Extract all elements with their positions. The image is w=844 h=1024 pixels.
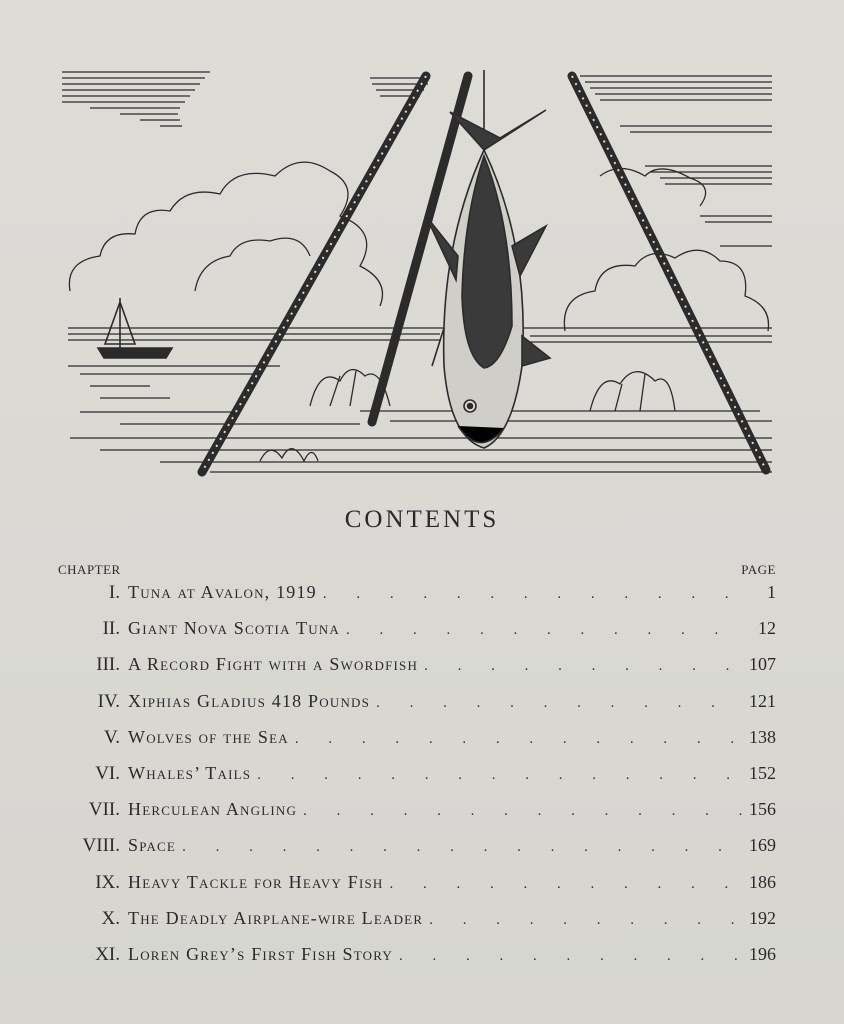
- page-number: 121: [749, 690, 776, 711]
- toc-entry[interactable]: [40, 908, 776, 944]
- page-number: 192: [749, 907, 776, 928]
- chapter-title: Loren Grey’s First Fish Story: [128, 943, 393, 964]
- toc-entry[interactable]: [40, 835, 776, 871]
- chapter-number: VI.: [95, 762, 120, 784]
- chapter-number: XI.: [95, 943, 120, 965]
- page-number: 186: [749, 871, 776, 892]
- dot-leader: [429, 912, 744, 929]
- page-number: 1: [767, 582, 776, 602]
- page-column-label: PAGE: [741, 562, 776, 577]
- table-of-contents: [40, 582, 776, 980]
- dot-leader: [295, 731, 744, 748]
- horizon: [68, 328, 772, 374]
- page-number: 156: [749, 799, 776, 820]
- dot-leader: [376, 695, 744, 712]
- page-number: 152: [749, 762, 776, 783]
- dot-leader: [323, 586, 744, 603]
- toc-entry[interactable]: [40, 727, 776, 763]
- dot-leader: [424, 658, 744, 675]
- dot-leader: [390, 876, 744, 893]
- toc-entry[interactable]: [40, 872, 776, 908]
- contents-heading: CONTENTS: [344, 506, 500, 533]
- page-number: 196: [749, 943, 776, 964]
- page-number: 169: [749, 835, 776, 856]
- chapter-title: Tuna at Avalon, 1919: [128, 582, 317, 602]
- chapter-number: VIII.: [82, 835, 120, 857]
- chapter-title: Whales’ Tails: [128, 762, 252, 783]
- sky-hatching-left: [62, 72, 210, 126]
- toc-entry[interactable]: [40, 618, 776, 654]
- toc-entry[interactable]: [40, 763, 776, 799]
- chapter-title: A Record Fight with a Swordfish: [128, 654, 419, 675]
- chapter-number: VII.: [88, 799, 120, 821]
- page-number: 12: [758, 618, 776, 639]
- toc-entry[interactable]: [40, 654, 776, 690]
- page-number: 138: [749, 726, 776, 747]
- dot-leader: [399, 948, 744, 965]
- chapter-title: Herculean Angling: [128, 799, 298, 820]
- chapter-number: III.: [96, 654, 120, 676]
- chapter-title: Xiphias Gladius 418 Pounds: [128, 690, 371, 711]
- chapter-number: I.: [108, 582, 120, 603]
- chapter-number: V.: [103, 726, 120, 748]
- toc-entry[interactable]: [40, 944, 776, 980]
- chapter-title: Heavy Tackle for Heavy Fish: [128, 871, 384, 892]
- chapter-title: Wolves of the Sea: [128, 726, 289, 747]
- chapter-title: Space: [128, 835, 177, 856]
- tuna-fish: [426, 70, 550, 448]
- bush-right: [590, 372, 675, 411]
- dot-leader: [182, 839, 744, 856]
- page-number: 107: [749, 654, 776, 675]
- tuna-on-tripod-illustration: [60, 66, 776, 486]
- toc-entry[interactable]: [40, 799, 776, 835]
- chapter-number: II.: [102, 618, 120, 640]
- chapter-number: X.: [101, 907, 120, 929]
- chapter-title: The Deadly Airplane-wire Leader: [128, 907, 424, 928]
- chapter-number: IV.: [97, 690, 120, 712]
- water-lines: [70, 386, 772, 472]
- dot-leader: [303, 803, 744, 820]
- dot-leader: [346, 622, 744, 639]
- chapter-column-label: CHAPTER: [58, 562, 121, 577]
- toc-entry[interactable]: [40, 582, 776, 618]
- chapter-title: Giant Nova Scotia Tuna: [128, 618, 340, 639]
- toc-entry[interactable]: [40, 691, 776, 727]
- chapter-number: IX.: [95, 871, 120, 893]
- cloud-left-inner: [195, 238, 310, 291]
- dot-leader: [257, 767, 744, 784]
